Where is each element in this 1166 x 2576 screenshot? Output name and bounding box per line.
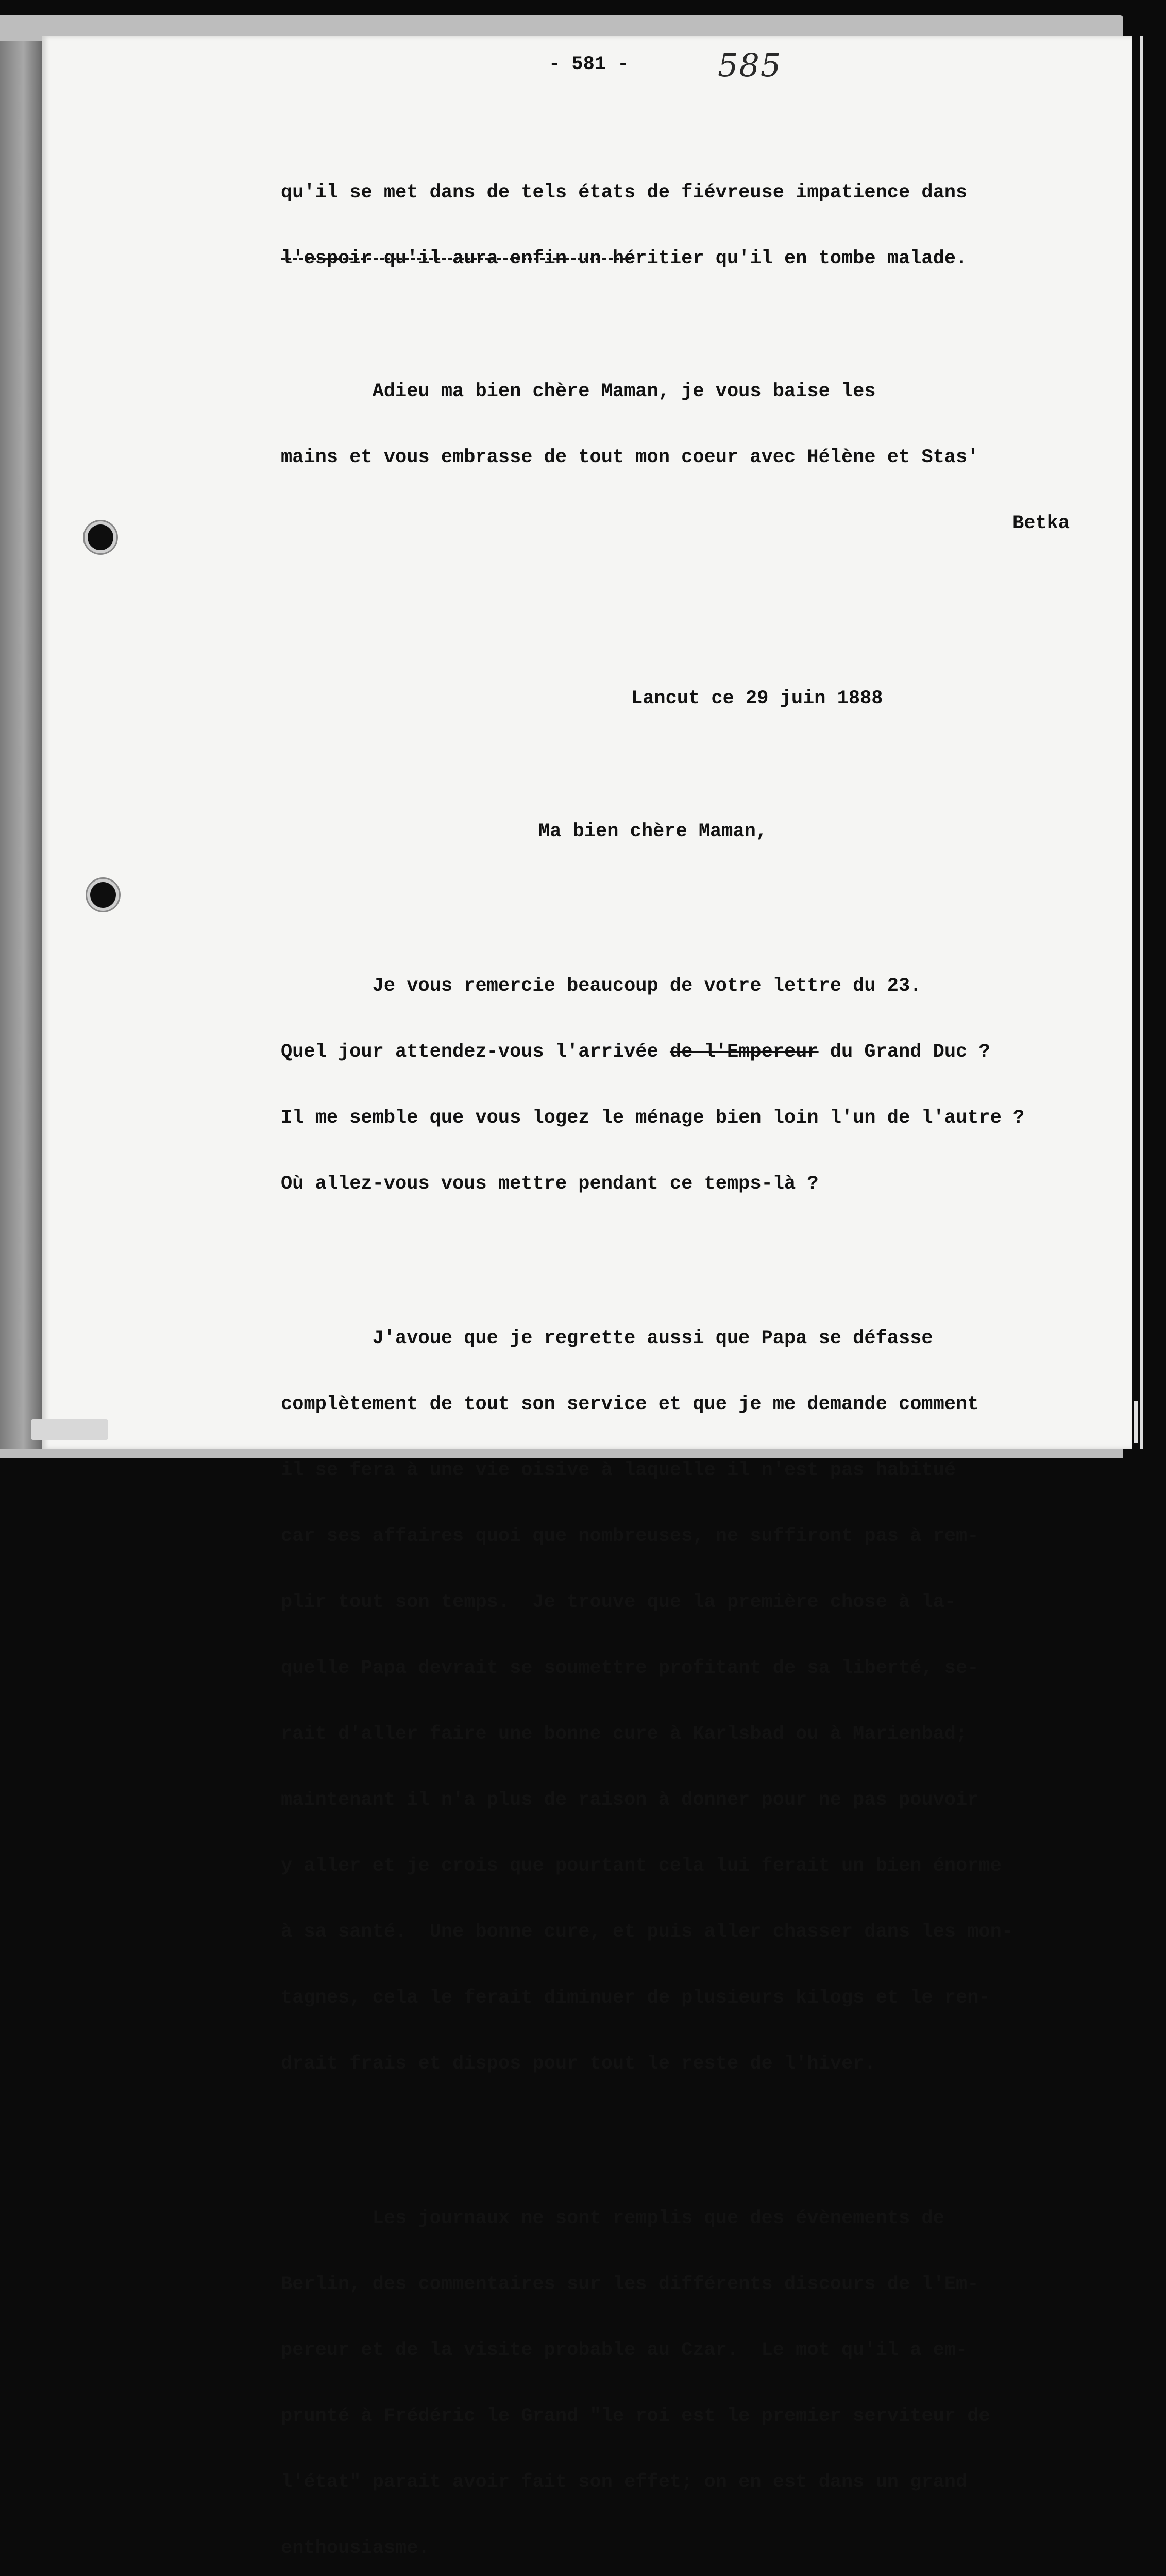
text-line: mains et vous embrasse de tout mon coeur avec Hélène et Stas' (281, 447, 979, 468)
place-date: Lancut ce 29 juin 1888 (631, 688, 883, 709)
text-line: l'espoir qu'il aura enfin un héritier qu'il en tombe malade. (281, 248, 968, 269)
text-span: du Grand Duc ? (818, 1041, 990, 1063)
text-line: complètement de tout son service et que je me demande comment (281, 1394, 979, 1415)
handwritten-page-number: 585 (718, 46, 782, 84)
punch-hole-icon (90, 882, 116, 908)
binder-clip (31, 1419, 108, 1440)
text-line: Il me semble que vous logez le ménage bien loin l'un de l'autre ? (281, 1107, 1025, 1129)
text-span: Quel jour attendez-vous l'arrivée (281, 1041, 670, 1063)
text-line: y aller et je crois que pourtant cela lui ferait un bien énorme (281, 1855, 1002, 1877)
text-line: prunté à Frédéric le Grand "le roi est le premier serviteur de (281, 2405, 990, 2427)
text-line (281, 1041, 1126, 1063)
text-line: à sa santé. Une bonne cure, et puis aller chasser dans les mon- (281, 1921, 1013, 1943)
struck-text: de l'Empereur (669, 1041, 819, 1063)
text-line: il se fera à une vie oisive à laquelle il n'est pas habitué (281, 1460, 956, 1481)
salutation: Ma bien chère Maman, (538, 821, 768, 842)
right-margin (1132, 21, 1166, 1449)
stacked-pages-edge (0, 41, 42, 1449)
text-line: Les journaux ne sont remplis que des évènements de (281, 2208, 944, 2229)
section-divider (281, 258, 631, 260)
text-line: J'avoue que je regrette aussi que Papa se défasse (281, 1328, 933, 1349)
page-corner-mark (1134, 1401, 1138, 1443)
text-line: Où allez-vous vous mettre pendant ce temps-là ? (281, 1173, 819, 1195)
text-line: Berlin, des commentaires sur les différents discours de l'Em- (281, 2274, 979, 2295)
text-line: qu'il se met dans de tels états de fiévreuse impatience dans (281, 182, 968, 204)
text-line: tagnes, cela le ferait diminuer de plusieurs kilogs et le ren- (281, 1987, 990, 2009)
text-line: car ses affaires quoi que nombreuses, ne suffiront pas à rem- (281, 1526, 979, 1547)
text-line: quelle Papa devrait se soumettre profitant de sa liberté, se- (281, 1657, 979, 1679)
punch-hole-icon (88, 524, 113, 550)
letter-body (281, 57, 1126, 2576)
text-line: Je vous remercie beaucoup de votre lettre du 23. (281, 975, 922, 997)
right-edge-rule (1140, 36, 1143, 1449)
text-line: pereur et de la visite probable au Czar. Le mot qu'il a em- (281, 2340, 968, 2361)
text-line: drait frais et dispos pour tout le reste de l'hiver. (281, 2053, 876, 2075)
text-line: maintenant il n'a plus de raison à donner pour ne pas pouvoir (281, 1789, 979, 1811)
text-line: l'état" parait avoir fait son effet; on en est dans un grand (281, 2471, 968, 2493)
text-line: rait d'aller faire une bonne cure à Karlsbad ou à Marienbad; (281, 1723, 968, 1745)
signature: Betka (1012, 513, 1070, 534)
text-line: plir tout son temps. Je trouve que la première chose à la- (281, 1591, 956, 1613)
text-line: enthousiasme. (281, 2537, 430, 2559)
text-line: Adieu ma bien chère Maman, je vous baise les (281, 381, 876, 402)
page-number-text: - 581 - (549, 54, 629, 75)
